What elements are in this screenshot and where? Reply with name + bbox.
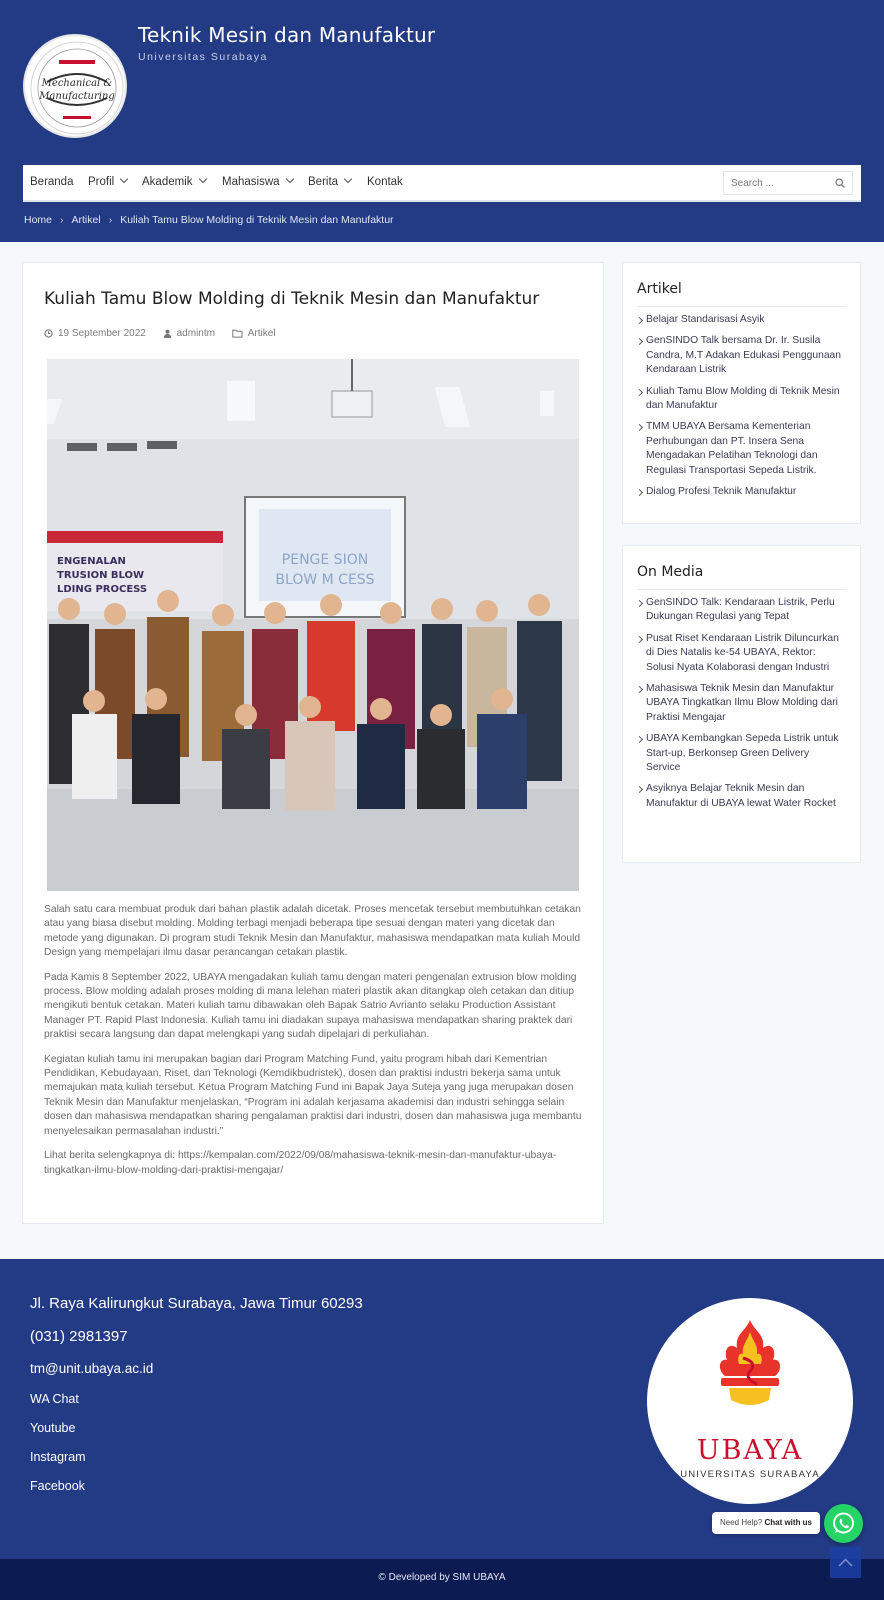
chat-help-bubble[interactable] [712,1512,820,1534]
site-title[interactable]: Teknik Mesin dan Manufaktur [138,23,436,47]
breadcrumb-home[interactable]: Home [24,214,53,226]
search-form [723,171,853,195]
on-media-link[interactable]: Pusat Riset Kendaraan Listrik Diluncurkan di Dies Natalis ke-54 UBAYA, Rektor: Solusi Nyata Kolaborasi dengan Industri [637,632,846,675]
group-photo-image [47,359,579,891]
nav-item-label: Kontak [367,176,403,188]
nav-item-kontak[interactable] [367,165,403,200]
article-date[interactable] [44,328,146,339]
ubaya-logo-name: UBAYA [696,1435,804,1466]
copyright-bar [0,1559,884,1600]
artikel-link[interactable]: Dialog Profesi Teknik Manufaktur [637,485,846,499]
search-input[interactable] [724,172,824,194]
footer-email[interactable]: tm@unit.ubaya.ac.id [30,1361,154,1376]
whatsapp-chat-button[interactable] [824,1504,863,1543]
widget-title-artikel: Artikel [637,281,682,297]
on-media-link[interactable]: GenSINDO Talk: Kendaraan Listrik, Perlu Dukungan Regulasi yang Tepat [637,596,846,625]
nav-item-beranda[interactable] [30,165,73,200]
breadcrumb-current: Kuliah Tamu Blow Molding di Teknik Mesin dan Manufaktur [120,214,394,226]
article-paragraph: Pada Kamis 8 September 2022, UBAYA mengadakan kuliah tamu dengan materi pengenalan extrusion blow molding process. Blow molding adalah proses molding di mana lelehan materi plastik akan ditangkap oleh cetakan dan ditiup mengikuti bentuk cetakan. Materi kuliah tamu dibawakan oleh Bapak Satrio Avrianto selaku Production Assistant Manager PT. Rapid Plast Indonesia. Kuliah tamu ini diadakan supaya mahasiswa mendapatkan sharing praktek dari praktisi secara langsung dan dapat melengkapi yang sudah dipelajari di perkuliahan. [44,971,577,1041]
footer-link-facebook[interactable]: Facebook [30,1479,85,1493]
artikel-link[interactable]: Kuliah Tamu Blow Molding di Teknik Mesin dan Manufaktur [637,385,846,414]
chevron-down-icon [120,175,128,183]
article-category[interactable] [232,328,276,339]
footer-phone[interactable]: (031) 2981397 [30,1328,128,1345]
article-paragraph: Kegiatan kuliah tamu ini merupakan bagian dari Program Matching Fund, yaitu program hibah dari Kementrian Pendidikan, Kebudayaan, Riset, dan Teknologi (Kemdikbudristek), dosen dan praktisi industri bekerja sama untuk memajukan mata kuliah tersebut. Ketua Program Matching Fund ini Bapak Jaya Suteja yang juga merupakan dosen Teknik Mesin dan Manufaktur menjelaskan, “Program ini adalah kerjasama akademisi dan industri sehingga selain dosen dan mahasiswa mendapatkan sharing pengalaman praktisi dari industri, dosen dan mahasiswa juga membantu menyelesaikan permasalahan industri.” [44,1053,582,1137]
svg-text:PENGE SION: PENGE SION [281,552,369,568]
chevron-down-icon [344,175,352,183]
breadcrumb-artikel[interactable]: Artikel [71,214,101,226]
svg-text:ENGENALAN: ENGENALAN [57,556,126,567]
article-category-text: Artikel [247,328,276,339]
nav-item-label: Beranda [30,176,74,188]
article-photo [47,359,579,891]
on-media-list [623,596,860,830]
widget-divider [637,306,846,307]
sidebar-widget-artikel [622,262,861,524]
article-title: Kuliah Tamu Blow Molding di Teknik Mesin dan Manufaktur [44,289,540,309]
whatsapp-icon [824,1504,863,1543]
svg-text:LDING PROCESS: LDING PROCESS [57,584,148,595]
article-paragraph: Salah satu cara membuat produk dari bahan plastik adalah dicetak. Proses mencetak tersebut membutuhkan cetakan atau yang biasa disebut molding. Molding terbagi menjadi beberapa tipe sesuai dengan materi yang dicetak dan metode yang digunakan. Di program studi Teknik Mesin dan Manufaktur, mahasiswa mendapatkan mata kuliah Mould Design yang mempelajari ilmu dasar perancangan cetakan plastik. [44,904,581,959]
article-date-text: 19 September 2022 [58,328,146,339]
ubaya-logo [647,1298,853,1504]
clock-icon [44,329,53,338]
widget-divider [637,589,846,590]
nav-item-label: Mahasiswa [222,176,280,188]
svg-text:BLOW M CESS: BLOW M CESS [275,572,375,588]
copyright-text: © Developed by SIM UBAYA [378,1572,506,1583]
site-logo[interactable] [23,34,127,138]
mechanical-manufacturing-logo-icon [25,36,127,138]
nav-item-profil[interactable] [88,165,127,200]
sidebar-widget-on-media [622,545,861,863]
article-author-text: admintm [176,328,215,339]
nav-item-label: Akademik [142,176,193,188]
chevron-right-icon: › [60,214,64,226]
article-card [22,262,604,1224]
artikel-link[interactable]: Belajar Standarisasi Asyik [637,313,846,327]
on-media-link[interactable]: Asyiknya Belajar Teknik Mesin dan Manufaktur di UBAYA lewat Water Rocket [637,782,846,811]
nav-item-berita[interactable] [308,165,351,200]
article-body [44,903,584,1188]
svg-text:Mechanical &: Mechanical & [41,78,113,89]
artikel-link[interactable]: TMM UBAYA Bersama Kementerian Perhubungan dan PT. Insera Sena Mengadakan Pelatihan Teknologi dan Regulasi Transportasi Sepeda Listrik. [637,420,846,478]
svg-text:TRUSION BLOW: TRUSION BLOW [57,570,145,581]
nav-item-label: Berita [308,176,339,188]
footer-link-youtube[interactable]: Youtube [30,1421,76,1435]
on-media-link[interactable]: Mahasiswa Teknik Mesin dan Manufaktur UBAYA Tingkatkan Ilmu Blow Molding dari Praktisi Mengajar [637,682,846,725]
widget-title-on-media: On Media [637,564,704,580]
main-navigation [23,165,861,202]
breadcrumb [24,214,394,226]
nav-item-mahasiswa[interactable] [222,165,293,200]
chevron-down-icon [198,175,206,183]
article-source-link[interactable]: Lihat berita selengkapnya di: https://kempalan.com/2022/09/08/mahasiswa-teknik-mesin-dan-manufaktur-ubaya-tingkatkan-ilmu-blow-molding-dari-praktisi-mengajar/ [44,1150,557,1176]
nav-item-label: Profil [88,176,115,188]
footer-link-wa-chat[interactable]: WA Chat [30,1392,79,1406]
chevron-right-icon: › [108,214,113,226]
footer-link-instagram[interactable]: Instagram [30,1450,86,1464]
footer-address: Jl. Raya Kalirungkut Surabaya, Jawa Timur 60293 [30,1295,363,1312]
chevron-down-icon [285,175,293,183]
folder-icon [232,329,243,338]
chevron-up-icon [830,1547,861,1578]
scroll-to-top-button[interactable] [830,1547,861,1578]
chat-help-prefix: Need Help? [719,1518,763,1527]
site-header [0,0,884,242]
site-tagline: Universitas Surabaya [138,51,268,63]
ubaya-logo-subtitle: UNIVERSITAS SURABAYA [680,1469,820,1480]
user-icon [163,329,172,338]
svg-text:Manufacturing: Manufacturing [39,91,115,102]
article-meta [44,328,290,341]
artikel-link[interactable]: GenSINDO Talk bersama Dr. Ir. Susila Candra, M.T Adakan Edukasi Penggunaan Kendaraan Listrik [637,334,846,377]
search-icon[interactable] [835,178,845,188]
article-author[interactable] [163,328,215,339]
chat-help-label: Chat with us [764,1518,813,1527]
artikel-list [623,313,860,518]
on-media-link[interactable]: UBAYA Kembangkan Sepeda Listrik untuk Start-up, Berkonsep Green Delivery Service [637,732,846,775]
nav-item-akademik[interactable] [142,165,206,200]
